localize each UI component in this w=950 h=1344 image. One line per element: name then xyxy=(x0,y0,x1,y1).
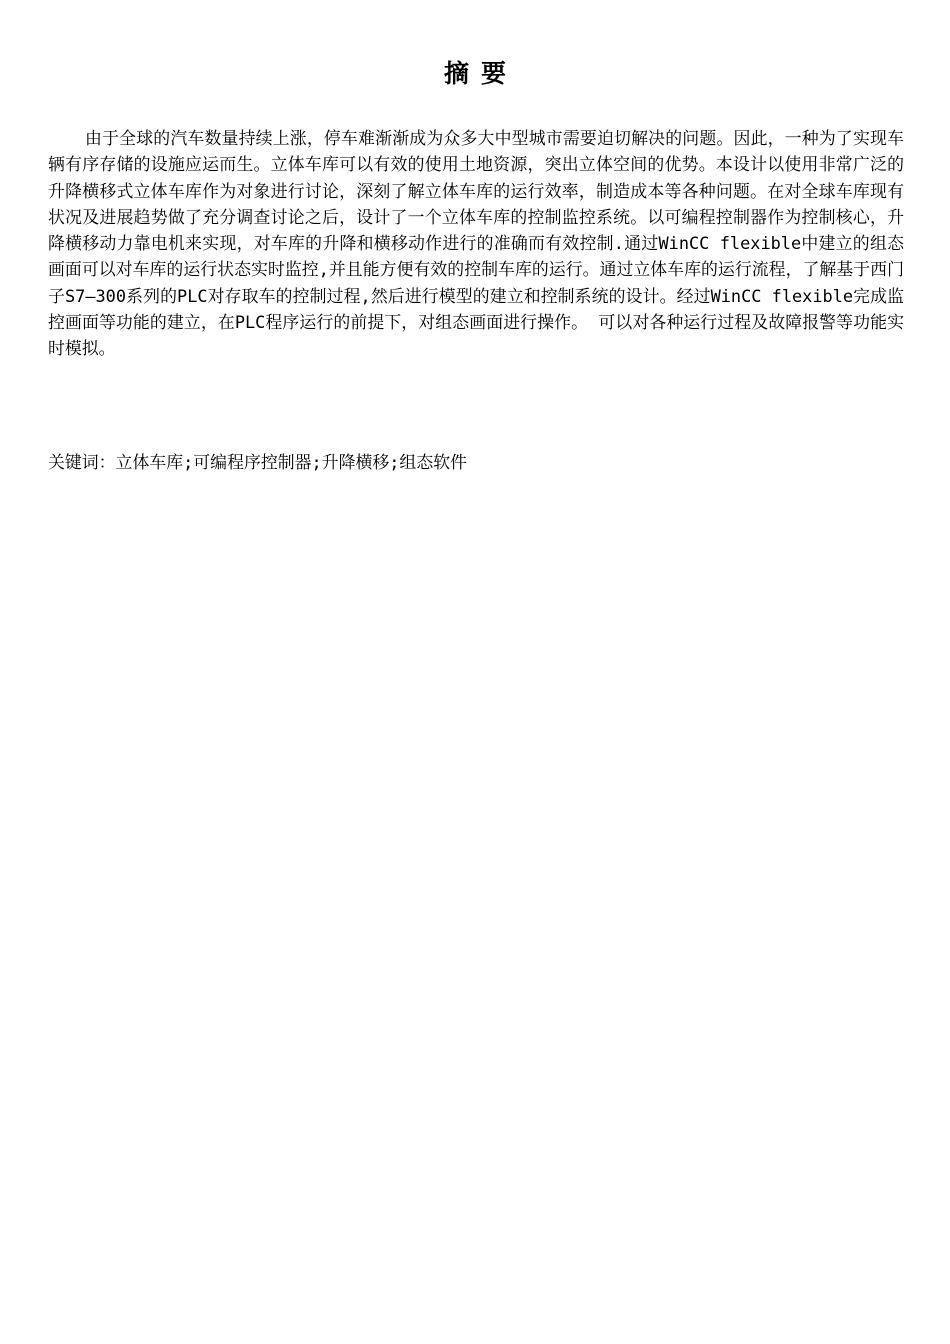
keywords-line: 关键词：立体车库;可编程序控制器;升降横移;组态软件 xyxy=(48,452,467,472)
page-title: 摘要 xyxy=(443,59,518,88)
abstract-paragraph: 由于全球的汽车数量持续上涨，停车难渐渐成为众多大中型城市需要迫切解决的问题。因此，一种为了实现车辆有序存储的设施应运而生。立体车库可以有效的使用土地资源，突出立体空间的优势。本设计以使用非常广泛的升降横移式立体车库作为对象进行讨论，深刻了解立体车库的运行效率，制造成本等各种问题。在对全球车库现有状况及进展趋势做了充分调查讨论之后，设计了一个立体车库的控制监控系统。以可编程控制器作为控制核心，升降横移动力靠电机来实现，对车库的升降和横移动作进行的准确而有效控制.通过WinCC flexible中建立的组态画面可以对车库的运行状态实时监控,并且能方便有效的控制车库的运行。通过立体车库的运行流程，了解基于西门子S7—300系列的PLC对存取车的控制过程,然后进行模型的建立和控制系统的设计。经过WinCC flexible完成监控画面等功能的建立，在PLC程序运行的前提下，对组态画面进行操作。 可以对各种运行过程及故障报警等功能实时模拟。 xyxy=(48,128,904,359)
